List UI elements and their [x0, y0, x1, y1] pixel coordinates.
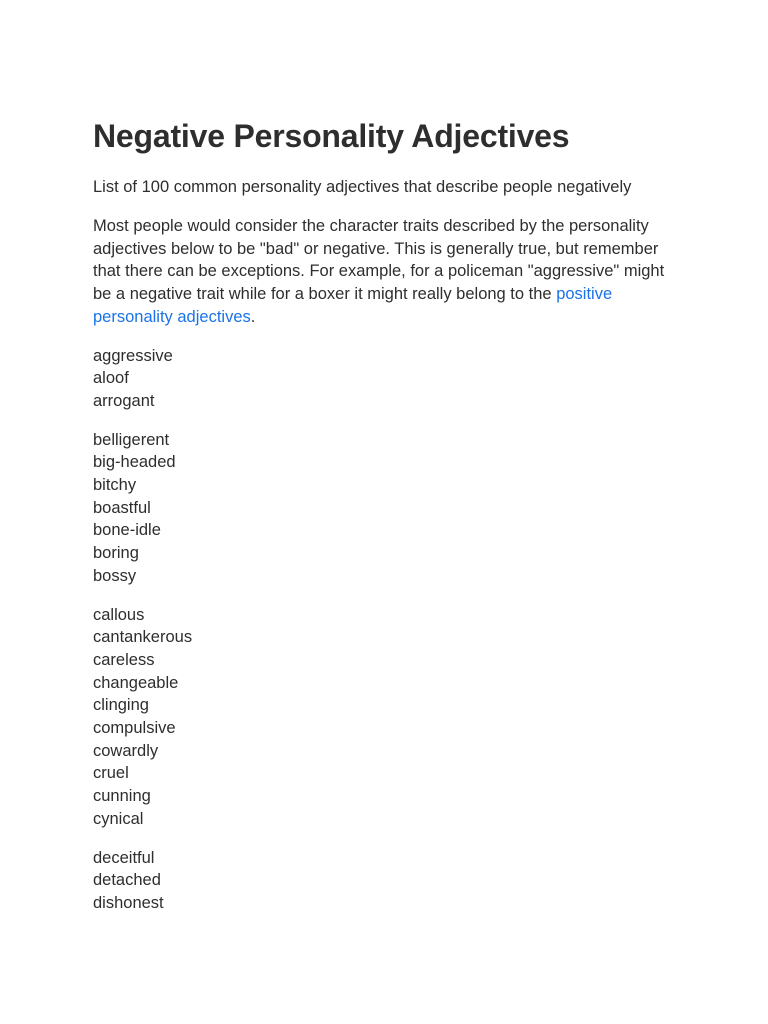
list-item: bossy	[93, 566, 137, 585]
list-item: aggressive	[93, 346, 173, 365]
list-item: clinging	[93, 696, 149, 715]
list-item: cantankerous	[93, 628, 193, 647]
word-group-b	[93, 429, 675, 588]
intro-text-after-link: .	[250, 307, 256, 326]
list-item: compulsive	[93, 719, 176, 738]
positive-adjectives-link[interactable]: positive personality adjectives	[93, 285, 613, 326]
list-item: bitchy	[93, 476, 137, 495]
list-item: boastful	[93, 498, 151, 517]
list-item: arrogant	[93, 391, 155, 410]
list-item: cynical	[93, 809, 144, 828]
intro-text-before-link: Most people would consider the character traits described by the personality adjectives below to be "bad" or negative. This is generally true, but remember that there can be exceptions. For example, for a policeman "aggressive" might be a negative trait while for a boxer it might really belong to the	[93, 217, 665, 304]
intro-paragraph	[93, 215, 675, 329]
list-item: cruel	[93, 764, 129, 783]
list-item: deceitful	[93, 848, 155, 867]
list-item: boring	[93, 544, 139, 563]
word-group-c	[93, 604, 675, 831]
page-title: Negative Personality Adjectives	[93, 118, 570, 154]
list-item: detached	[93, 871, 161, 890]
list-item: careless	[93, 650, 155, 669]
list-item: cowardly	[93, 741, 159, 760]
list-item: aloof	[93, 369, 129, 388]
list-item: big-headed	[93, 453, 176, 472]
list-item: cunning	[93, 787, 151, 806]
list-item: callous	[93, 605, 145, 624]
word-group-d	[93, 847, 675, 915]
word-group-a	[93, 345, 675, 413]
list-item: belligerent	[93, 430, 170, 449]
list-item: dishonest	[93, 893, 164, 912]
page-subtitle: List of 100 common personality adjectives that describe people negatively	[93, 178, 632, 196]
list-item: changeable	[93, 673, 179, 692]
list-item: bone-idle	[93, 521, 161, 540]
